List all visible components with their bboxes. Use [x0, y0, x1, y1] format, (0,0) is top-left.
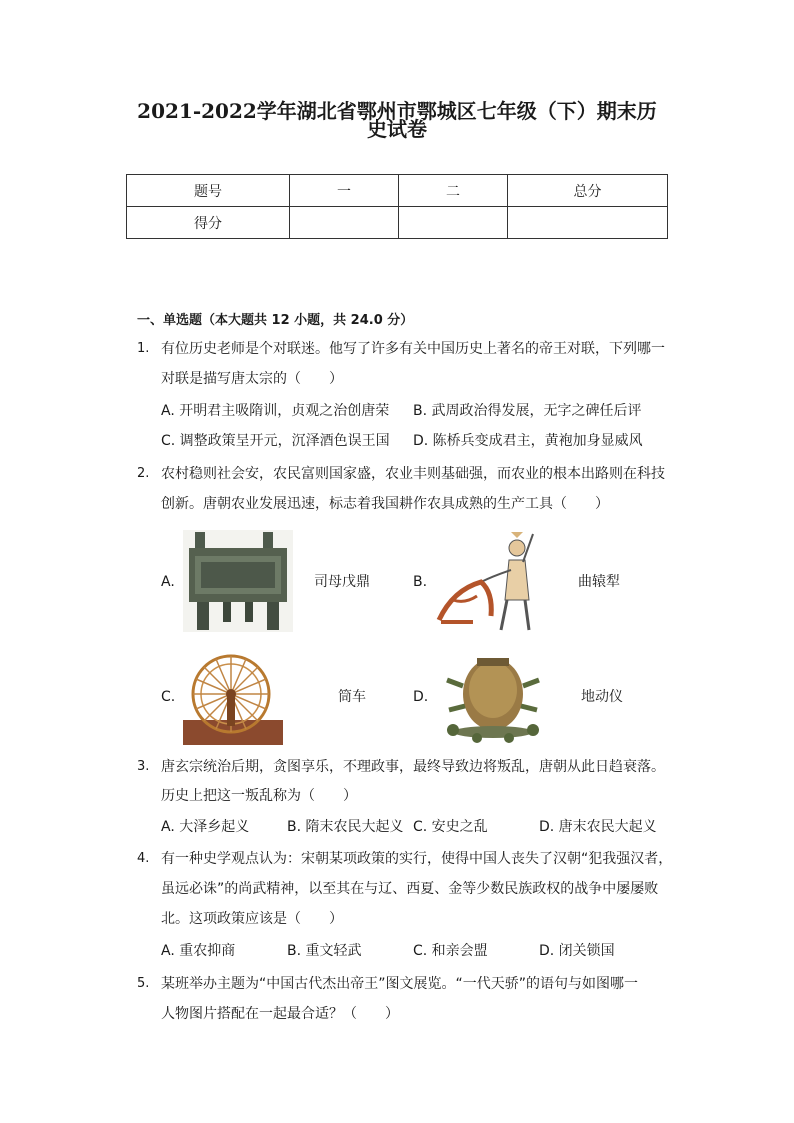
question-text: 农村稳则社会安，农民富则国家盛，农业丰则基础强，而农业的根本出路则在科技: [161, 466, 665, 482]
image-caption: 地动仪: [581, 689, 623, 705]
option-a[interactable]: A. 大泽乡起义: [161, 819, 250, 835]
question-number: 2.: [137, 466, 150, 481]
question-text: 虽远必诛”的尚武精神，以至其在与辽、西夏、金等少数民族政权的战争中屡屡败: [161, 881, 659, 897]
bronze-ding-image: [183, 530, 293, 632]
table-cell: 总分: [508, 175, 668, 207]
curved-plow-image: [433, 530, 543, 634]
question-text: 某班举办主题为“中国古代杰出帝王”图文展览。“一代天骄”的语句与如图哪一: [161, 976, 639, 992]
image-caption: 曲辕犁: [578, 574, 620, 590]
option-c[interactable]: C. 和亲会盟: [413, 943, 488, 959]
option-d[interactable]: D. 陈桥兵变成君主，黄袍加身显威风: [413, 433, 643, 449]
seismoscope-image: [437, 650, 547, 745]
option-c[interactable]: C. 调整政策呈开元，沉泽酒色误王国: [161, 433, 390, 449]
table-cell: [508, 207, 668, 239]
option-d[interactable]: D.: [413, 689, 429, 705]
question-text: 创新。唐朝农业发展迅速，标志着我国耕作农具成熟的生产工具（ ）: [161, 496, 609, 512]
table-cell: [399, 207, 508, 239]
question-text: 有位历史老师是个对联迷。他写了许多有关中国历史上著名的帝王对联，下列哪一: [161, 341, 665, 357]
question-text: 人物图片搭配在一起最合适？（ ）: [161, 1006, 399, 1022]
table-cell: 题号: [127, 175, 290, 207]
water-wheel-image: [183, 650, 283, 745]
option-b[interactable]: B.: [413, 574, 428, 590]
question-text: 历史上把这一叛乱称为（ ）: [161, 788, 357, 804]
question-number: 1.: [137, 341, 150, 356]
option-c[interactable]: C. 安史之乱: [413, 819, 488, 835]
question-number: 3.: [137, 759, 150, 774]
table-cell: 得分: [127, 207, 290, 239]
option-d[interactable]: D. 唐末农民大起义: [539, 819, 657, 835]
question-text: 有一种史学观点认为：宋朝某项政策的实行，使得中国人丧失了汉朝“犯我强汉者，: [161, 851, 673, 867]
question-number: 5.: [137, 976, 150, 991]
table-cell: [290, 207, 399, 239]
question-number: 4.: [137, 851, 150, 866]
option-b[interactable]: B. 武周政治得发展，无字之碑任后评: [413, 403, 642, 419]
option-a[interactable]: A. 开明君主吸隋训，贞观之治创唐荣: [161, 403, 390, 419]
section-heading: 一、单选题（本大题共 12 小题，共 24.0 分）: [137, 313, 414, 328]
score-table: [126, 174, 668, 239]
image-caption: 司母戊鼎: [314, 574, 370, 590]
table-cell: 二: [399, 175, 508, 207]
question-text: 北。这项政策应该是（ ）: [161, 911, 343, 927]
question-text: 唐玄宗统治后期，贪图享乐，不理政事，最终导致边将叛乱，唐朝从此日趋衰落。: [161, 759, 665, 775]
table-row: [127, 175, 668, 207]
option-b[interactable]: B. 隋末农民大起义: [287, 819, 404, 835]
image-caption: 筒车: [338, 689, 366, 705]
option-a[interactable]: A. 重农抑商: [161, 943, 236, 959]
table-cell: 一: [290, 175, 399, 207]
option-d[interactable]: D. 闭关锁国: [539, 943, 615, 959]
question-text: 对联是描写唐太宗的（ ）: [161, 371, 343, 387]
option-c[interactable]: C.: [161, 689, 176, 705]
table-row: [127, 207, 668, 239]
exam-title-line2: 史试卷: [367, 117, 427, 141]
exam-title-line1: 2021-2022学年湖北省鄂州市鄂城区七年级（下）期末历: [137, 99, 657, 123]
option-b[interactable]: B. 重文轻武: [287, 943, 362, 959]
option-a[interactable]: A.: [161, 574, 175, 590]
